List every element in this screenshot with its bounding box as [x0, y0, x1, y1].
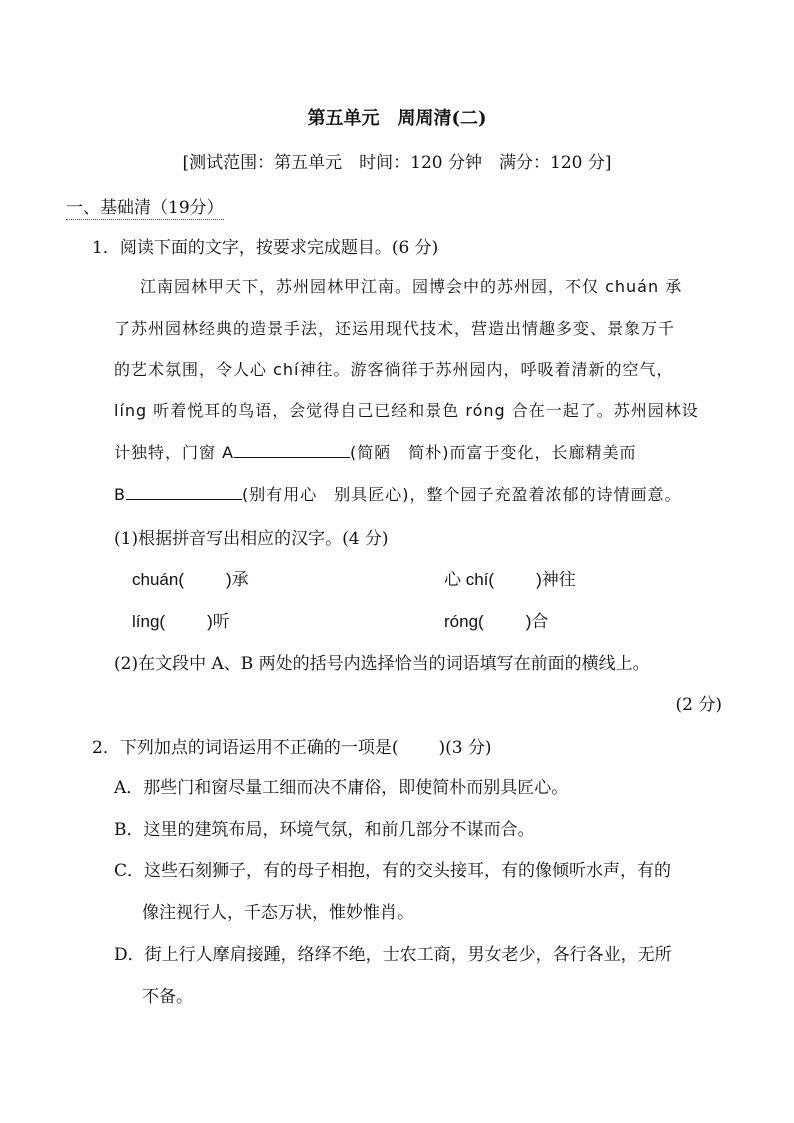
blank-b[interactable]: [126, 485, 242, 500]
pinyin-item-ling-prefix: líng(: [132, 612, 166, 631]
pinyin-item-ling: [132, 607, 230, 632]
pinyin-item-chuan-suffix: )承: [225, 570, 249, 589]
passage-line-6-prefix: B: [114, 485, 126, 504]
pinyin-item-rong-suffix: )合: [525, 612, 549, 631]
section-heading: 一、基础清（19分）: [66, 193, 224, 220]
page-subtitle: [测试范围：第五单元 时间：120 分钟 满分：120 分]: [182, 153, 612, 173]
pinyin-item-chi-prefix: 心 chí(: [444, 570, 495, 589]
passage-line-5-suffix: 而富于变化，长廊精美而: [449, 443, 637, 462]
passage-line-2: 了苏州园林经典的造景手法，还运用现代技术，营造出情趣多变、景象万千: [114, 319, 676, 338]
pinyin-item-chi: [444, 565, 576, 590]
question-2-stem-suffix: )(3 分): [438, 738, 492, 758]
pinyin-item-rong: [444, 607, 548, 632]
question-2-stem: [92, 733, 492, 758]
question-1-stem: 1．阅读下面的文字，按要求完成题目。(6 分): [92, 238, 439, 258]
passage-line-4: líng 听着悦耳的鸟语，会觉得自己已经和景色 róng 合在一起了。苏州园林设: [114, 401, 699, 420]
passage-line-1: 江南园林甲天下，苏州园林甲江南。园博会中的苏州园，不仅 chuán 承: [140, 277, 683, 296]
pinyin-item-chi-suffix: )神往: [536, 570, 576, 589]
option-b[interactable]: B．这里的建筑布局，环境气氛，和前几部分不谋而合。: [114, 820, 535, 840]
passage-line-3: 的艺术氛围，令人心 chí神往。游客徜徉于苏州园内，呼吸着清新的空气，: [114, 360, 674, 379]
sub-question-1: (1)根据拼音写出相应的汉字。(4 分): [114, 529, 389, 549]
choice-b-options: (别有用心 别具匠心): [241, 485, 410, 504]
sub-question-2: (2)在文段中 A、B 两处的括号内选择恰当的词语填写在前面的横线上。: [114, 654, 650, 674]
page-title: 第五单元 周周清(二): [307, 108, 487, 129]
option-c[interactable]: C．这些石刻狮子，有的母子相抱，有的交头接耳，有的像倾听水声，有的: [114, 861, 672, 881]
option-a[interactable]: A．那些门和窗尽量工细而决不庸俗，即使简朴而别具匠心。: [114, 778, 569, 798]
blank-a[interactable]: [234, 443, 350, 458]
passage-line-6-suffix: ，整个园子充盈着浓郁的诗情画意。: [409, 485, 682, 504]
pinyin-item-chuan-prefix: chuán(: [132, 570, 184, 589]
option-d[interactable]: D．街上行人摩肩接踵，络绎不绝，士农工商，男女老少，各行各业，无所: [114, 945, 672, 965]
sub-question-2-score: (2 分): [675, 695, 722, 715]
choice-a-options: (简陋 简朴): [350, 443, 450, 462]
pinyin-item-rong-prefix: róng(: [444, 612, 484, 631]
passage-line-6: [114, 482, 682, 505]
passage-line-5-prefix: 计独特，门窗 A: [114, 443, 235, 462]
pinyin-item-chuan: [132, 565, 249, 590]
passage-line-5: [114, 440, 637, 463]
pinyin-item-ling-suffix: )听: [207, 612, 230, 631]
question-2-stem-prefix: 2．下列加点的词语运用不正确的一项是(: [92, 738, 399, 758]
option-c-continued: 像注视行人，千态万状，惟妙惟肖。: [142, 903, 414, 923]
option-d-continued: 不备。: [142, 987, 193, 1007]
